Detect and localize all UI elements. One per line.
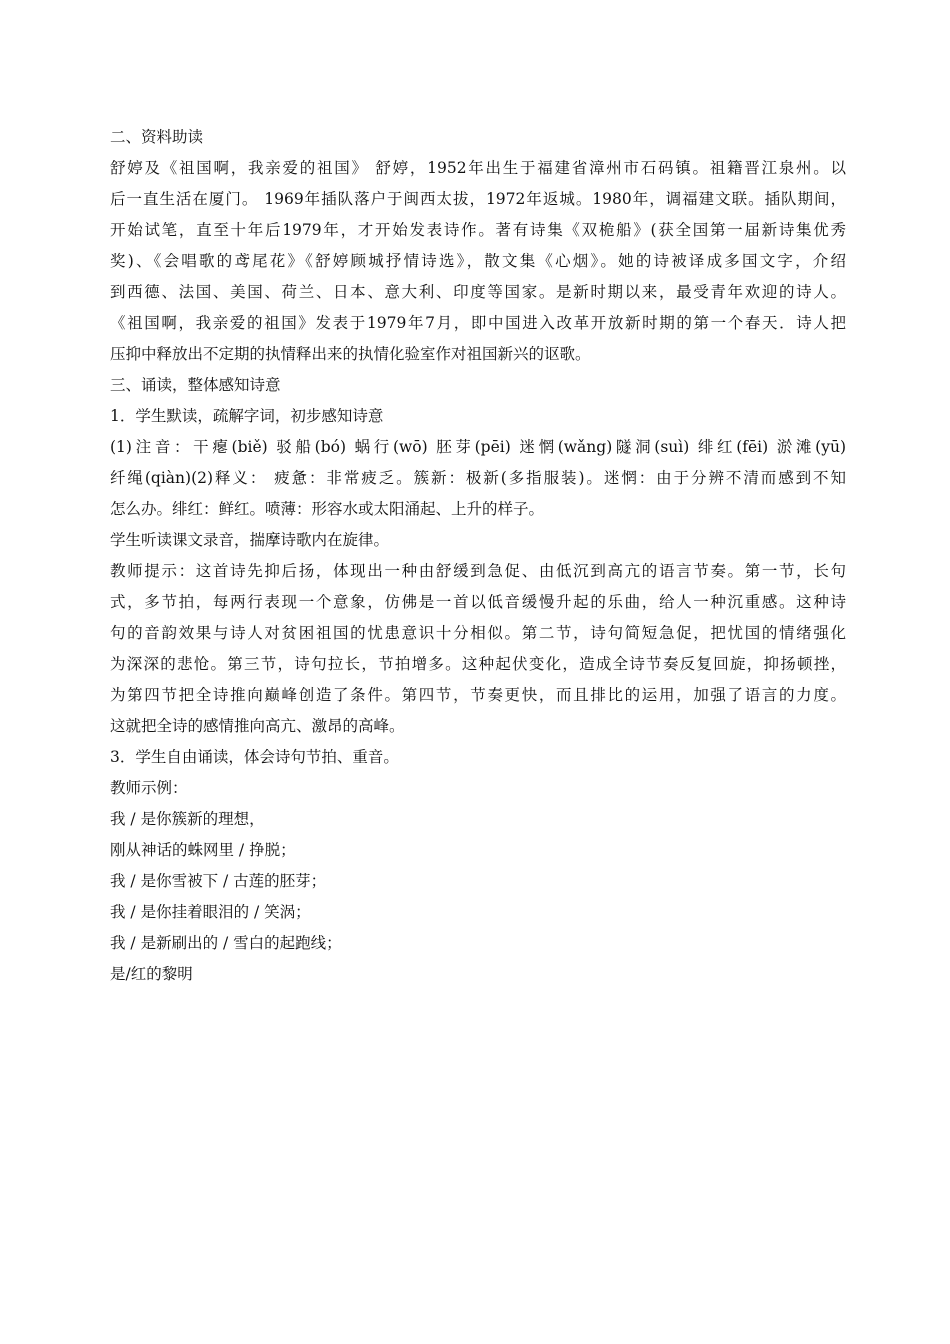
text-line: 教师提示：这首诗先抑后扬，体现出一种由舒缓到急促、由低沉到高亢的语言节奏。第一节，长句	[110, 562, 846, 580]
text-line: 这就把全诗的感情推向高亢、激昂的高峰。	[110, 717, 405, 735]
text-line: 是/红的黎明	[110, 965, 193, 983]
text-line: 为深深的悲怆。第三节，诗句拉长，节拍增多。这种起伏变化，造成全诗节奏反复回旋，抑扬顿挫，	[110, 655, 846, 673]
text-line: 舒婷及《祖国啊，我亲爱的祖国》 舒婷，1952年出生于福建省漳州市石码镇。祖籍晋江泉州。以	[110, 159, 846, 177]
text-line: 刚从神话的蛛网里 / 挣脱；	[110, 841, 296, 859]
text-line: 二、资料助读	[110, 128, 204, 146]
text-line: 奖)、《会唱歌的鸢尾花》《舒婷顾城抒情诗选》，散文集《心烟》。她的诗被译成多国文字，介绍	[110, 252, 846, 270]
text-line: 后一直生活在厦门。 1969年插队落户于闽西太拔，1972年返城。1980年，调福建文联。插队期间，	[110, 190, 846, 208]
text-line: 我 / 是你雪被下 / 古莲的胚芽；	[110, 872, 327, 890]
text-line: 到西德、法国、美国、荷兰、日本、意大利、印度等国家。是新时期以来，最受青年欢迎的诗人。	[110, 283, 846, 301]
text-line: 我 / 是新刷出的 / 雪白的起跑线；	[110, 934, 342, 952]
text-line: 为第四节把全诗推向巅峰创造了条件。第四节，节奏更快，而且排比的运用，加强了语言的力度。	[110, 686, 846, 704]
text-line: 3．学生自由诵读，体会诗句节拍、重音。	[110, 748, 399, 766]
document-body	[110, 122, 846, 990]
text-line: 学生听读课文录音，揣摩诗歌内在旋律。	[110, 531, 390, 549]
text-line: 式，多节拍，每两行表现一个意象，仿佛是一首以低音缓慢升起的乐曲，给人一种沉重感。这种诗	[110, 593, 846, 611]
text-line: 《祖国啊，我亲爱的祖国》发表于1979年7月，即中国进入改革开放新时期的第一个春天．诗人把	[110, 314, 846, 332]
text-line: 句的音韵效果与诗人对贫困祖国的忧患意识十分相似。第二节，诗句简短急促，把忧国的情绪强化	[110, 624, 846, 642]
text-line: 怎么办。绯红：鲜红。喷薄：形容水或太阳涌起、上升的样子。	[110, 500, 545, 518]
text-line: 我 / 是你挂着眼泪的 / 笑涡；	[110, 903, 311, 921]
text-line: 开始试笔，直至十年后1979年，才开始发表诗作。著有诗集《双桅船》(获全国第一届新诗集优秀	[110, 221, 846, 239]
text-line: 教师示例：	[110, 779, 188, 797]
text-line: 1．学生默读，疏解字词，初步感知诗意	[110, 407, 384, 425]
text-line: 三、诵读，整体感知诗意	[110, 376, 281, 394]
text-line: 压抑中释放出不定期的执情释出来的执情化验室作对祖国新兴的讴歌。	[110, 345, 591, 363]
text-line: 我 / 是你簇新的理想，	[110, 810, 265, 828]
text-line: (1)注音：干瘪(biě) 驳船(bó) 蜗行(wō) 胚芽(pēi) 迷惘(wǎng)隧洞(suì) 绯红(fēi) 淤滩(yū)	[110, 438, 846, 456]
text-line: 纤绳(qiàn)(2)释义： 疲惫：非常疲乏。簇新：极新(多指服装)。迷惘：由于分辨不清而感到不知	[110, 469, 846, 487]
